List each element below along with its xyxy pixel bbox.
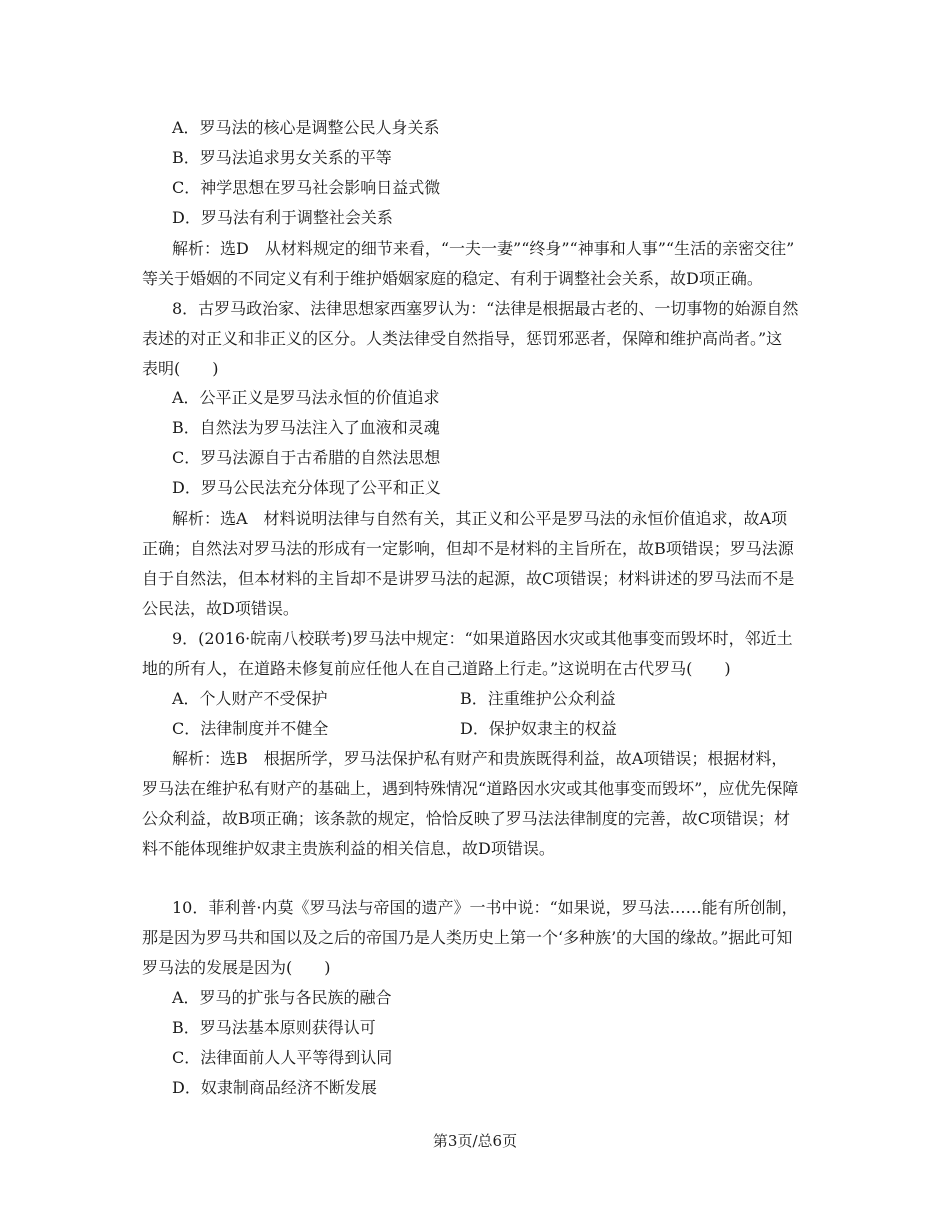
q10-option-a: A．罗马的扩张与各民族的融合 bbox=[172, 988, 392, 1007]
q8-analysis-line: 解析：选A 材料说明法律与自然有关，其正义和公平是罗马法的永恒价值追求，故A项 bbox=[172, 509, 788, 528]
q7-option-b: B．罗马法追求男女关系的平等 bbox=[172, 148, 392, 167]
q10-option-d: D．奴隶制商品经济不断发展 bbox=[172, 1078, 377, 1097]
q10-option-b: B．罗马法基本原则获得认可 bbox=[172, 1018, 376, 1037]
q9-option-a: A．个人财产不受保护 bbox=[172, 689, 328, 708]
q7-option-a: A．罗马法的核心是调整公民人身关系 bbox=[172, 118, 440, 137]
q9-stem-line: 9．(2016·皖南八校联考)罗马法中规定：“如果道路因水灾或其他事变而毁坏时，邻近土 bbox=[172, 629, 793, 648]
q10-stem-line: 那是因为罗马共和国以及之后的帝国乃是人类历史上第一个‘多种族’的大国的缘故。”据此可知 bbox=[142, 928, 793, 947]
q9-option-d: D．保护奴隶主的权益 bbox=[460, 719, 617, 738]
q9-analysis-line: 料不能体现维护奴隶主贵族利益的相关信息，故D项错误。 bbox=[142, 839, 555, 858]
q8-analysis-line: 自于自然法，但本材料的主旨却不是讲罗马法的起源，故C项错误；材料讲述的罗马法而不是 bbox=[142, 569, 795, 588]
q9-option-b: B．注重维护公众利益 bbox=[460, 689, 616, 708]
q8-stem-line: 表述的对正义和非正义的区分。人类法律受自然指导，惩罚邪恶者，保障和维护高尚者。”这 bbox=[142, 329, 783, 348]
q8-option-d: D．罗马公民法充分体现了公平和正义 bbox=[172, 478, 441, 497]
q10-stem-line: 10．菲利普·内莫《罗马法与帝国的遗产》一书中说：“如果说，罗马法……能有所创制， bbox=[172, 898, 798, 917]
q10-option-c: C．法律面前人人平等得到认同 bbox=[172, 1048, 393, 1067]
q9-analysis-line: 罗马法在维护私有财产的基础上，遇到特殊情况“道路因水灾或其他事变而毁坏”，应优先保障 bbox=[142, 779, 799, 798]
q7-option-d: D．罗马法有利于调整社会关系 bbox=[172, 208, 393, 227]
q7-analysis-line: 等关于婚姻的不同定义有利于维护婚姻家庭的稳定、有利于调整社会关系，故D项正确。 bbox=[142, 269, 763, 288]
q7-analysis-line: 解析：选D 从材料规定的细节来看，“一夫一妻”“终身”“神事和人事”“生活的亲密交往” bbox=[172, 239, 795, 258]
q8-analysis-line: 公民法，故D项错误。 bbox=[142, 599, 299, 618]
q9-option-c: C．法律制度并不健全 bbox=[172, 719, 329, 738]
page-number: 第3页/总6页 bbox=[432, 1132, 518, 1150]
q8-stem-line: 表明( ) bbox=[142, 359, 219, 378]
q8-option-c: C．罗马法源自于古希腊的自然法思想 bbox=[172, 448, 441, 467]
q10-stem-line: 罗马法的发展是因为( ) bbox=[142, 958, 331, 977]
q8-option-b: B．自然法为罗马法注入了血液和灵魂 bbox=[172, 418, 440, 437]
q8-option-a: A．公平正义是罗马法永恒的价值追求 bbox=[172, 388, 440, 407]
q9-analysis-line: 解析：选B 根据所学，罗马法保护私有财产和贵族既得利益，故A项错误；根据材料， bbox=[172, 749, 788, 768]
q9-stem-line: 地的所有人，在道路未修复前应任他人在自己道路上行走。”这说明在古代罗马( ) bbox=[142, 659, 731, 678]
q7-option-c: C．神学思想在罗马社会影响日益式微 bbox=[172, 178, 441, 197]
q8-analysis-line: 正确；自然法对罗马法的形成有一定影响，但却不是材料的主旨所在，故B项错误；罗马法源 bbox=[142, 539, 794, 558]
q9-analysis-line: 公众利益，故B项正确；该条款的规定，恰恰反映了罗马法法律制度的完善，故C项错误；材 bbox=[142, 809, 791, 828]
q8-stem-line: 8．古罗马政治家、法律思想家西塞罗认为：“法律是根据最古老的、一切事物的始源自然 bbox=[172, 299, 799, 318]
